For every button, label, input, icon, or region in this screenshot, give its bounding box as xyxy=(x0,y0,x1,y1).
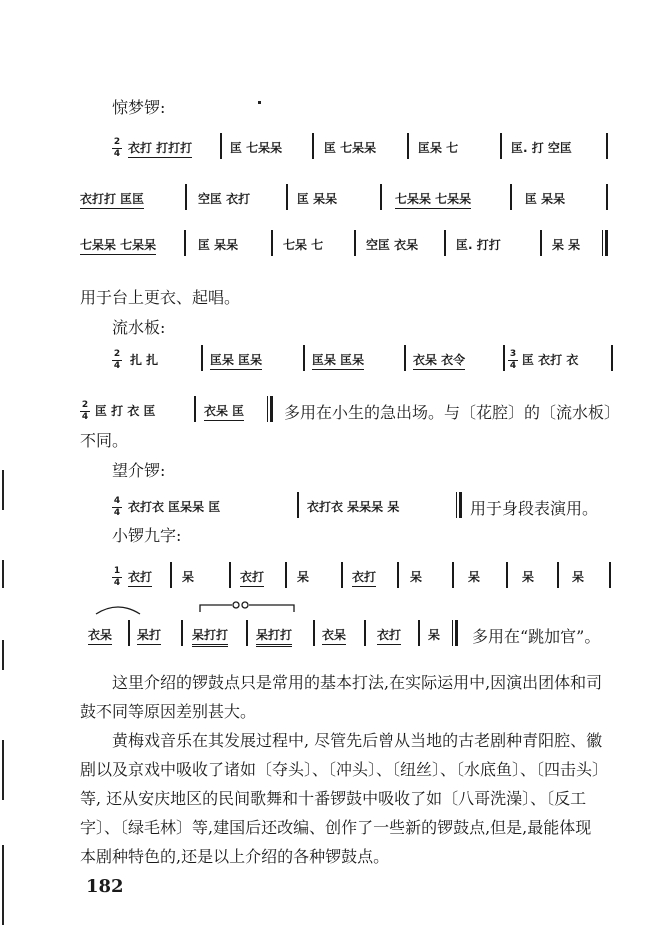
measure: 衣打衣 匡呆呆 匡 xyxy=(128,500,221,514)
measure: 七呆呆 七呆呆 xyxy=(395,190,471,209)
bar-line xyxy=(229,562,231,588)
measure: 匡 呆呆 xyxy=(297,192,338,206)
section-title-jingmeng: 惊梦锣: xyxy=(112,98,166,117)
measure: 匡 七呆呆 xyxy=(230,141,283,155)
bar-line xyxy=(313,620,315,646)
bar-line xyxy=(500,133,502,159)
bar-line xyxy=(194,396,196,422)
measure: 呆 xyxy=(522,570,535,584)
note-liushui: 多用在小生的急出场。与〔花腔〕的〔流水板〕 xyxy=(284,403,621,422)
measure: 衣打打 匡匡 xyxy=(80,190,144,209)
scan-edge-mark xyxy=(2,740,4,800)
time-signature: 3 4 xyxy=(509,349,517,371)
measure: 呆 xyxy=(572,570,585,584)
page-number: 182 xyxy=(86,876,124,897)
measure: 衣打衣 呆呆呆 呆 xyxy=(307,500,400,514)
measure: 呆打打 xyxy=(192,626,228,647)
time-signature: 4 4 xyxy=(113,496,121,518)
measure: 匡 呆呆 xyxy=(198,238,239,252)
measure: 衣打 打打打 xyxy=(128,139,192,158)
bar-line xyxy=(364,620,366,646)
paragraph-2: 黄梅戏音乐在其发展过程中, 尽管先后曾从当地的古老剧种青阳腔、徽剧以及京戏中吸收了诸如〔夺头〕、〔冲头〕、〔纽丝〕、〔水底鱼〕、〔四击头〕等, 还从安庆地区的民间歌舞和十番锣鼓中吸收了如〔八哥洗澡〕、〔反工字〕、〔绿毛林〕等,建国后还改编、创作了一些新的锣鼓点,但是,最能体现本剧种特色的,还是以上介绍的各种锣鼓点。 xyxy=(80,731,603,866)
bar-line xyxy=(503,345,505,371)
measure: 匡呆 七 xyxy=(418,141,459,155)
bar-line xyxy=(380,184,382,210)
measure: 衣打 xyxy=(352,568,376,587)
time-signature: 1 4 xyxy=(113,566,121,588)
double-bar-line xyxy=(267,396,273,422)
measure: 七呆 七 xyxy=(283,238,324,252)
bar-line xyxy=(354,230,356,256)
section-title-wangjie: 望介锣: xyxy=(112,461,166,480)
measure: 匡. 打打 xyxy=(456,238,501,252)
stray-dot xyxy=(258,101,261,104)
bar-line xyxy=(397,562,399,588)
tie-and-bracket-markings xyxy=(0,592,655,622)
bar-line xyxy=(418,620,420,646)
measure: 衣呆 xyxy=(322,626,346,645)
measure: 匡呆 匡呆 xyxy=(210,351,262,370)
bar-line xyxy=(220,133,222,159)
measure: 空匡 衣呆 xyxy=(366,238,419,252)
bar-line xyxy=(609,562,611,588)
bar-line xyxy=(246,620,248,646)
measure: 呆 xyxy=(468,570,481,584)
measure: 匡 呆呆 xyxy=(525,192,566,206)
bar-line xyxy=(184,230,186,256)
scan-edge-mark xyxy=(2,845,4,925)
measure: 衣打 xyxy=(377,626,401,645)
bar-line xyxy=(170,562,172,588)
bar-line xyxy=(286,184,288,210)
score-row-liushui-1 xyxy=(0,345,655,375)
double-bar-line xyxy=(456,492,462,518)
bar-line xyxy=(201,345,203,371)
measure: 空匡 衣打 xyxy=(198,192,251,206)
bar-line xyxy=(407,133,409,159)
note-jingmeng: 用于台上更衣、起唱。 xyxy=(80,288,241,307)
score-row-liushui-2 xyxy=(0,396,655,426)
score-row-xiaoluo-2 xyxy=(0,620,655,650)
measure: 衣打 xyxy=(240,568,264,587)
bar-line xyxy=(285,562,287,588)
measure: 衣呆 匡 xyxy=(204,402,244,421)
measure: 匡 衣打 衣 xyxy=(522,353,579,367)
measure: 呆 xyxy=(428,628,441,642)
measure: 衣呆 xyxy=(88,626,112,645)
bar-line xyxy=(606,133,608,159)
bar-line xyxy=(181,620,183,646)
measure: 匡 打 衣 匡 xyxy=(95,404,156,418)
time-signature: 2 4 xyxy=(113,137,121,159)
bar-line xyxy=(606,184,608,210)
measure: 呆打 xyxy=(137,626,161,645)
note-xiaoluo: 多用在“跳加官”。 xyxy=(472,627,601,646)
measure: 匡 七呆呆 xyxy=(324,141,377,155)
paragraph-1: 这里介绍的锣鼓点只是常用的基本打法,在实际运用中,因演出团体和司鼓不同等原因差别甚大。 xyxy=(80,673,603,721)
measure: 呆打打 xyxy=(256,626,292,647)
bar-line xyxy=(452,562,454,588)
measure: 呆 xyxy=(410,570,423,584)
double-bar-line xyxy=(602,230,608,256)
bar-line xyxy=(341,562,343,588)
bar-line xyxy=(510,184,512,210)
bar-line xyxy=(444,230,446,256)
bar-line xyxy=(271,230,273,256)
score-row-jingmeng-2 xyxy=(0,184,655,214)
measure: 呆 呆 xyxy=(552,238,581,252)
measure: 匡. 打 空匡 xyxy=(511,141,572,155)
bar-line xyxy=(128,620,130,646)
double-bar-line xyxy=(452,620,458,646)
section-title-liushui: 流水板: xyxy=(112,318,166,337)
note-liushui-cont: 不同。 xyxy=(80,431,129,450)
measure: 呆 xyxy=(182,570,195,584)
measure: 衣打 xyxy=(128,568,152,587)
score-row-jingmeng-1 xyxy=(0,133,655,163)
note-wangjie: 用于身段表演用。 xyxy=(470,499,599,518)
time-signature: 2 4 xyxy=(113,349,121,371)
bar-line xyxy=(611,345,613,371)
bar-line xyxy=(297,492,299,518)
section-title-xiaoluo: 小锣九字: xyxy=(112,526,182,545)
measure: 七呆呆 七呆呆 xyxy=(80,236,156,255)
measure: 衣呆 衣令 xyxy=(413,351,465,370)
measure: 扎 扎 xyxy=(130,353,159,367)
bar-line xyxy=(557,562,559,588)
time-signature: 2 4 xyxy=(81,400,89,422)
bar-line xyxy=(506,562,508,588)
bar-line xyxy=(312,133,314,159)
score-row-xiaoluo-1 xyxy=(0,562,655,592)
measure: 呆 xyxy=(297,570,310,584)
bar-line xyxy=(185,184,187,210)
bar-line xyxy=(540,230,542,256)
bar-line xyxy=(303,345,305,371)
score-row-jingmeng-3 xyxy=(0,230,655,260)
measure: 匡呆 匡呆 xyxy=(312,351,364,370)
score-row-wangjie xyxy=(0,492,655,522)
bar-line xyxy=(404,345,406,371)
